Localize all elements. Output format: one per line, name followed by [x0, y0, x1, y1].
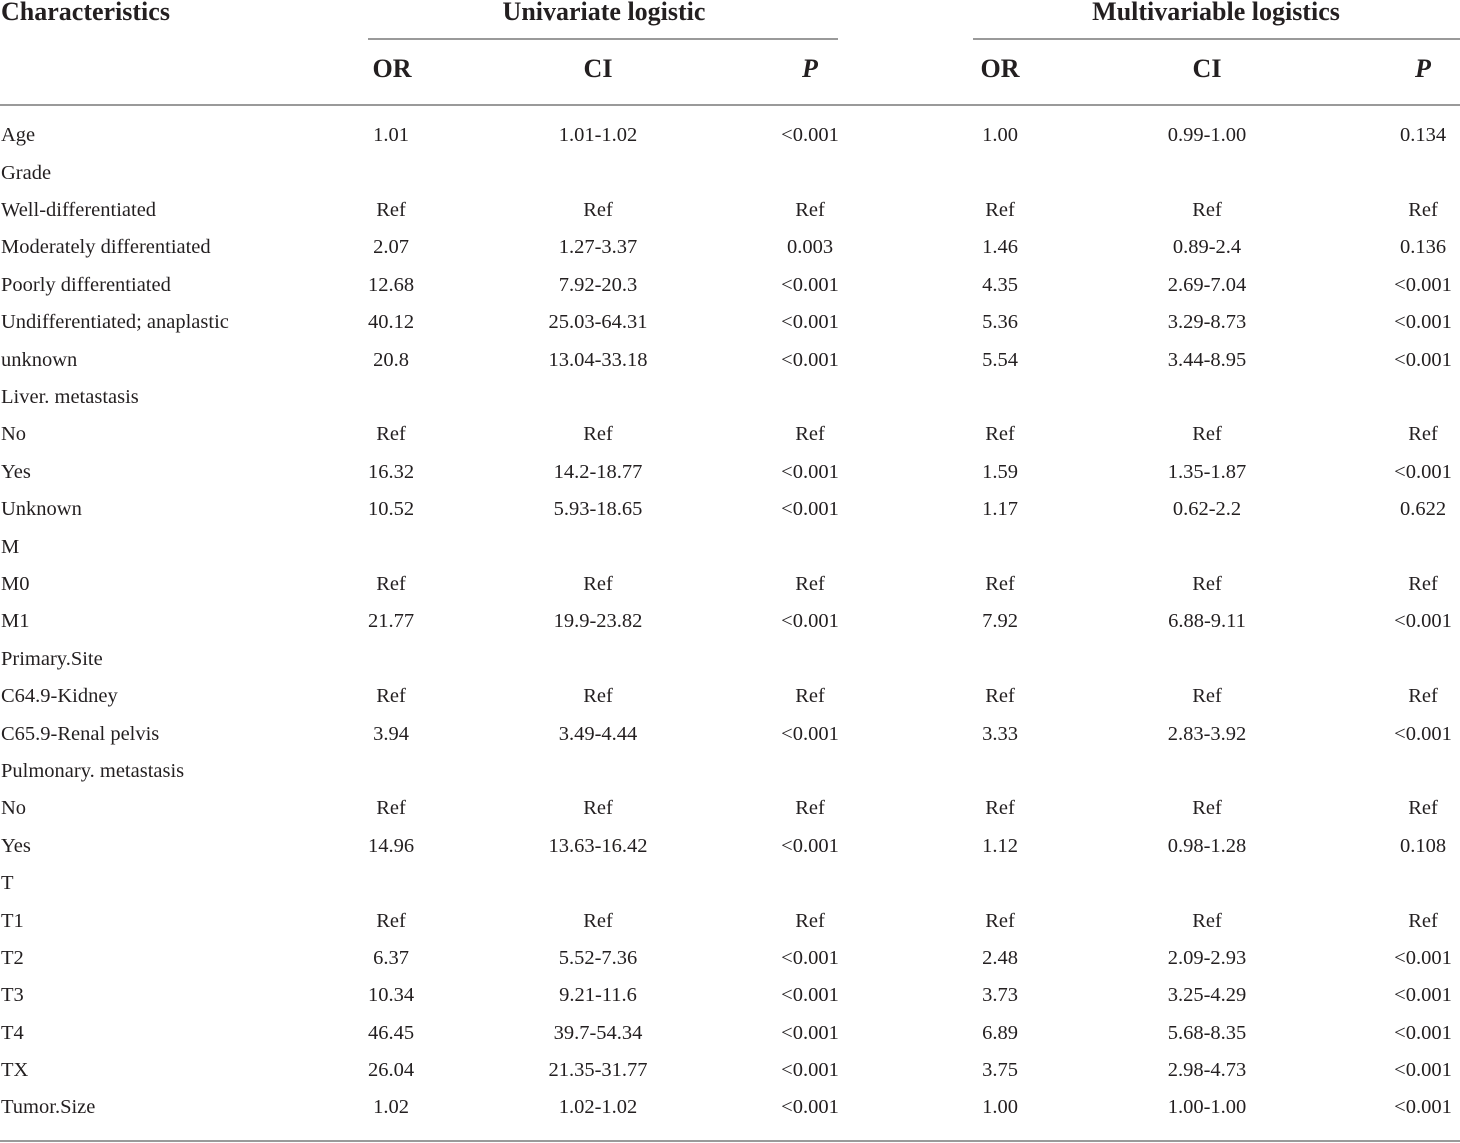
- univariate-ci: Ref: [583, 685, 613, 708]
- multivariable-ci: 3.44-8.95: [1167, 348, 1247, 371]
- table-bottom-rule: [0, 1140, 1460, 1142]
- multivariable-or: 7.92: [982, 610, 1018, 633]
- univariate-or: 2.07: [373, 236, 409, 259]
- multivariable-or: 3.33: [982, 722, 1018, 745]
- multivariable-p: 0.622: [1399, 498, 1447, 521]
- multivariable-logistics-header: Multivariable logistics: [1092, 0, 1340, 26]
- section-row: [0, 641, 1460, 678]
- univariate-p: Ref: [795, 572, 825, 595]
- row-label: T2: [1, 946, 24, 969]
- univariate-or: Ref: [376, 685, 406, 708]
- multivariable-or: 6.89: [982, 1021, 1018, 1044]
- multivariable-p: 0.136: [1399, 236, 1447, 259]
- univariate-p: <0.001: [781, 610, 839, 633]
- univariate-ci: 9.21-11.6: [559, 984, 637, 1007]
- univariate-or: 26.04: [367, 1059, 415, 1082]
- table-row: [0, 566, 1460, 603]
- multivariable-ci: Ref: [1192, 199, 1222, 222]
- multivariable-ci: 0.62-2.2: [1172, 498, 1242, 521]
- multivariable-p-header: P: [1415, 54, 1431, 83]
- multivariable-p: <0.001: [1394, 1096, 1452, 1119]
- row-label: No: [1, 423, 27, 446]
- multivariable-or: 3.73: [982, 984, 1018, 1007]
- univariate-p: <0.001: [781, 348, 839, 371]
- univariate-or: 10.52: [367, 498, 415, 521]
- multivariable-p: Ref: [1408, 423, 1438, 446]
- multivariable-ci: 2.98-4.73: [1167, 1059, 1247, 1082]
- multivariable-or: 4.35: [982, 273, 1018, 296]
- univariate-ci: 3.49-4.44: [558, 722, 638, 745]
- multivariable-or: 1.00: [982, 1096, 1018, 1119]
- table-row: [0, 491, 1460, 528]
- row-label: Tumor.Size: [1, 1096, 96, 1119]
- univariate-p: 0.003: [786, 236, 834, 259]
- table-row: [0, 454, 1460, 491]
- characteristics-header: Characteristics: [1, 0, 170, 26]
- multivariable-p: <0.001: [1394, 348, 1452, 371]
- table-row: [0, 977, 1460, 1014]
- univariate-p: <0.001: [781, 1059, 839, 1082]
- section-row: [0, 529, 1460, 566]
- univariate-p: <0.001: [781, 1096, 839, 1119]
- univariate-or-header: OR: [372, 54, 412, 83]
- table-row: [0, 192, 1460, 229]
- row-label: Unknown: [1, 498, 82, 521]
- univariate-or: 21.77: [367, 610, 415, 633]
- univariate-or: 12.68: [367, 273, 415, 296]
- multivariable-or-header: OR: [980, 54, 1020, 83]
- univariate-p: <0.001: [781, 722, 839, 745]
- univariate-ci: Ref: [583, 423, 613, 446]
- univariate-p: <0.001: [781, 834, 839, 857]
- table-body: [0, 117, 1460, 1127]
- univariate-ci: 14.2-18.77: [553, 460, 643, 483]
- univariate-ci-header: CI: [583, 54, 613, 83]
- multivariable-ci: 6.88-9.11: [1168, 610, 1246, 633]
- multivariable-ci: Ref: [1192, 572, 1222, 595]
- univariate-or: 1.01: [373, 124, 409, 147]
- multivariable-ci: 1.35-1.87: [1167, 460, 1247, 483]
- row-label: Age: [1, 124, 36, 147]
- multivariable-or: 5.54: [982, 348, 1018, 371]
- section-label: Liver. metastasis: [1, 386, 139, 409]
- section-row: [0, 865, 1460, 902]
- multivariable-or: 1.12: [982, 834, 1018, 857]
- multivariable-ci: Ref: [1192, 685, 1222, 708]
- univariate-p: Ref: [795, 797, 825, 820]
- multivariable-ci: 3.25-4.29: [1167, 984, 1247, 1007]
- univariate-p: <0.001: [781, 1021, 839, 1044]
- multivariable-or: 3.75: [982, 1059, 1018, 1082]
- row-label: C65.9-Renal pelvis: [1, 722, 160, 745]
- univariate-p: <0.001: [781, 460, 839, 483]
- univariate-ci: 19.9-23.82: [553, 610, 643, 633]
- section-row: [0, 379, 1460, 416]
- multivariable-p: Ref: [1408, 797, 1438, 820]
- table-row: [0, 416, 1460, 453]
- header-bottom-rule: [0, 104, 1460, 106]
- row-label: T4: [1, 1021, 24, 1044]
- univariate-ci: Ref: [583, 909, 613, 932]
- table-row: [0, 304, 1460, 341]
- multivariable-ci: 3.29-8.73: [1167, 311, 1247, 334]
- multivariable-p: Ref: [1408, 572, 1438, 595]
- univariate-ci: 25.03-64.31: [548, 311, 648, 334]
- multivariable-or: Ref: [985, 685, 1015, 708]
- univariate-header-rule: [368, 38, 838, 40]
- multivariable-p: <0.001: [1394, 460, 1452, 483]
- univariate-p: <0.001: [781, 946, 839, 969]
- univariate-p: <0.001: [781, 124, 839, 147]
- univariate-ci: 39.7-54.34: [553, 1021, 643, 1044]
- row-label: TX: [1, 1059, 29, 1082]
- multivariable-p: <0.001: [1394, 722, 1452, 745]
- univariate-p: <0.001: [781, 311, 839, 334]
- multivariable-ci: Ref: [1192, 797, 1222, 820]
- univariate-or: 6.37: [373, 946, 409, 969]
- univariate-or: 20.8: [373, 348, 409, 371]
- multivariable-ci: 1.00-1.00: [1167, 1096, 1247, 1119]
- table-row: [0, 716, 1460, 753]
- table-row: [0, 342, 1460, 379]
- univariate-or: 14.96: [367, 834, 415, 857]
- univariate-or: 3.94: [373, 722, 409, 745]
- table-row: [0, 903, 1460, 940]
- section-row: [0, 155, 1460, 192]
- section-label: Grade: [1, 161, 52, 184]
- multivariable-ci: Ref: [1192, 423, 1222, 446]
- multivariable-ci: 2.83-3.92: [1167, 722, 1247, 745]
- multivariable-p: 0.134: [1399, 124, 1447, 147]
- univariate-p: <0.001: [781, 984, 839, 1007]
- multivariable-or: 2.48: [982, 946, 1018, 969]
- multivariable-or: 1.17: [982, 498, 1018, 521]
- univariate-p: Ref: [795, 199, 825, 222]
- row-label: T3: [1, 984, 24, 1007]
- univariate-or: Ref: [376, 797, 406, 820]
- univariate-or: 1.02: [373, 1096, 409, 1119]
- univariate-ci: 1.02-1.02: [558, 1096, 638, 1119]
- univariate-p: <0.001: [781, 498, 839, 521]
- row-label: Well-differentiated: [1, 199, 157, 222]
- multivariable-ci: 5.68-8.35: [1167, 1021, 1247, 1044]
- multivariable-p: <0.001: [1394, 1021, 1452, 1044]
- multivariable-or: Ref: [985, 909, 1015, 932]
- multivariable-p: <0.001: [1394, 984, 1452, 1007]
- row-label: Moderately differentiated: [1, 236, 211, 259]
- univariate-or: Ref: [376, 423, 406, 446]
- multivariable-p: Ref: [1408, 685, 1438, 708]
- table-row: [0, 828, 1460, 865]
- univariate-or: Ref: [376, 572, 406, 595]
- univariate-ci: 13.63-16.42: [548, 834, 648, 857]
- row-label: Yes: [1, 834, 31, 857]
- multivariable-p: Ref: [1408, 199, 1438, 222]
- table-row: [0, 940, 1460, 977]
- table-row: [0, 1015, 1460, 1052]
- univariate-p: Ref: [795, 685, 825, 708]
- univariate-or: 40.12: [367, 311, 415, 334]
- univariate-ci: 21.35-31.77: [548, 1059, 648, 1082]
- table-row: [0, 229, 1460, 266]
- univariate-ci: Ref: [583, 199, 613, 222]
- section-label: Pulmonary. metastasis: [1, 759, 185, 782]
- multivariable-or: 1.46: [982, 236, 1018, 259]
- univariate-or: 16.32: [367, 460, 415, 483]
- multivariable-or: 1.00: [982, 124, 1018, 147]
- univariate-ci: Ref: [583, 797, 613, 820]
- row-label: M0: [1, 572, 30, 595]
- multivariable-ci: Ref: [1192, 909, 1222, 932]
- row-label: unknown: [1, 348, 78, 371]
- univariate-or: 46.45: [367, 1021, 415, 1044]
- table-row: [0, 603, 1460, 640]
- multivariable-p: <0.001: [1394, 311, 1452, 334]
- multivariable-p: <0.001: [1394, 946, 1452, 969]
- section-label: T: [1, 872, 14, 895]
- table-row: [0, 678, 1460, 715]
- row-label: Poorly differentiated: [1, 273, 171, 296]
- row-label: No: [1, 797, 27, 820]
- multivariable-ci: 2.09-2.93: [1167, 946, 1247, 969]
- univariate-or: Ref: [376, 199, 406, 222]
- table-row: [0, 790, 1460, 827]
- section-label: M: [1, 535, 20, 558]
- univariate-ci: 1.27-3.37: [558, 236, 638, 259]
- row-label: C64.9-Kidney: [1, 685, 118, 708]
- univariate-p: <0.001: [781, 273, 839, 296]
- univariate-p: Ref: [795, 909, 825, 932]
- multivariable-ci: 0.99-1.00: [1167, 124, 1247, 147]
- univariate-ci: 5.93-18.65: [553, 498, 643, 521]
- row-label: Yes: [1, 460, 31, 483]
- multivariable-p: <0.001: [1394, 1059, 1452, 1082]
- multivariable-or: Ref: [985, 423, 1015, 446]
- univariate-ci: 5.52-7.36: [558, 946, 638, 969]
- multivariable-p: <0.001: [1394, 273, 1452, 296]
- table-row: [0, 1089, 1460, 1126]
- multivariable-header-rule: [973, 38, 1460, 40]
- table-row: [0, 117, 1460, 154]
- row-label: T1: [1, 909, 24, 932]
- multivariable-or: 1.59: [982, 460, 1018, 483]
- multivariable-p: <0.001: [1394, 610, 1452, 633]
- univariate-p-header: P: [802, 54, 818, 83]
- univariate-ci: 13.04-33.18: [548, 348, 648, 371]
- univariate-or: Ref: [376, 909, 406, 932]
- multivariable-or: Ref: [985, 199, 1015, 222]
- multivariable-p: Ref: [1408, 909, 1438, 932]
- section-row: [0, 753, 1460, 790]
- univariate-ci: 7.92-20.3: [558, 273, 638, 296]
- univariate-or: 10.34: [367, 984, 415, 1007]
- multivariable-ci: 2.69-7.04: [1167, 273, 1247, 296]
- multivariable-or: Ref: [985, 797, 1015, 820]
- univariate-p: Ref: [795, 423, 825, 446]
- table-row: [0, 1052, 1460, 1089]
- section-label: Primary.Site: [1, 647, 103, 670]
- univariate-ci: 1.01-1.02: [558, 124, 638, 147]
- univariate-logistic-header: Univariate logistic: [502, 0, 706, 26]
- multivariable-p: 0.108: [1399, 834, 1447, 857]
- multivariable-or: 5.36: [982, 311, 1018, 334]
- multivariable-ci: 0.89-2.4: [1172, 236, 1242, 259]
- multivariable-ci-header: CI: [1192, 54, 1222, 83]
- table-row: [0, 267, 1460, 304]
- row-label: M1: [1, 610, 30, 633]
- multivariable-or: Ref: [985, 572, 1015, 595]
- univariate-ci: Ref: [583, 572, 613, 595]
- row-label: Undifferentiated; anaplastic: [1, 311, 229, 334]
- multivariable-ci: 0.98-1.28: [1167, 834, 1247, 857]
